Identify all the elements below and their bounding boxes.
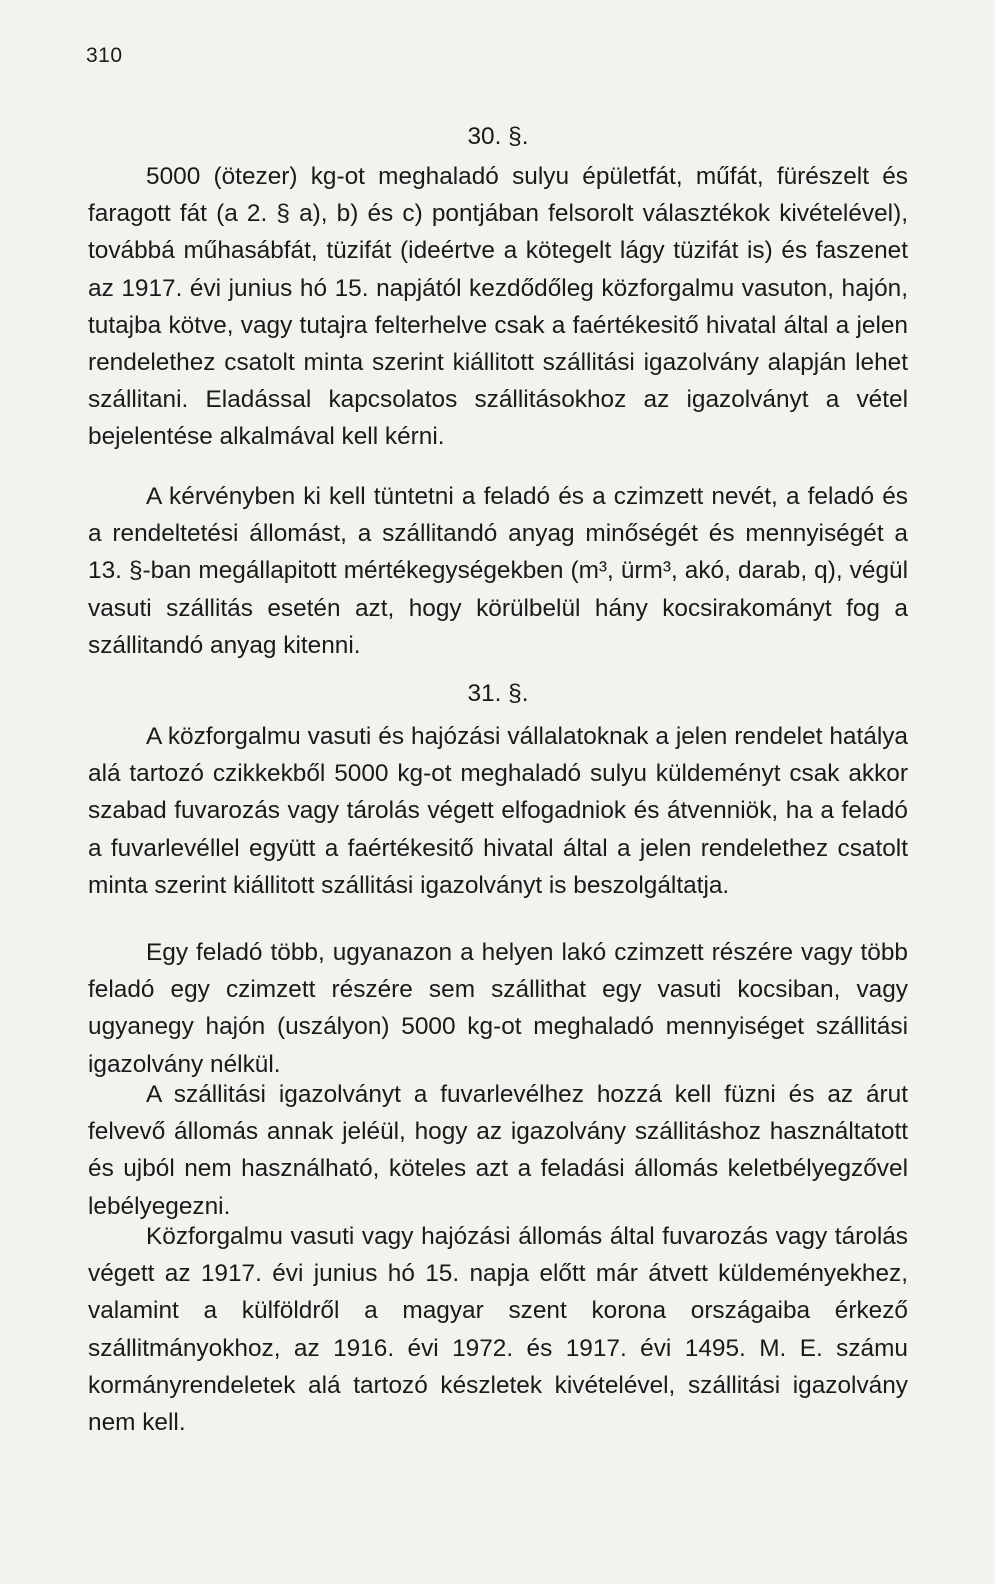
section-31-heading: 31. §.	[467, 680, 529, 707]
section-31-paragraph-3: A szállitási igazolványt a fuvarlevélhez hozzá kell füzni és az árut felvevő állomás annak jeléül, hogy az igazolvány szállitáshoz használtatott és ujból nem használható, köteles azt a feladási állomás keletbélyegzővel lebélyegezni.	[88, 1081, 908, 1220]
section-31-paragraph-4: Közforgalmu vasuti vagy hajózási állomás által fuvarozás vagy tárolás végett az 1917. évi junius hó 15. napja előtt már átvett küldeményekhez, valamint a külföldről a magyar szent korona országaiba érkező szállitmányokhoz, az 1916. évi 1972. és 1917. évi 1495. M. E. számu kormányrendeletek alá tartozó készletek kivételével, szállitási igazolvány nem kell.	[88, 1223, 908, 1437]
section-30-paragraph-1: 5000 (ötezer) kg-ot meghaladó sulyu épületfát, műfát, fürészelt és faragott fát (a 2. § a), b) és c) pontjában felsorolt választékok kivételével), továbbá műhasábfát, tüzifát (ideértve a kötegelt lágy tüzifát is) és faszenet az 1917. évi junius hó 15. napjától kezdődőleg közforgalmu vasuton, hajón, tutajba kötve, vagy tutajra felterhelve csak a faértékesitő hivatal által a jelen rendelethez csatolt minta szerint kiállitott szállitási igazolvány alapján lehet szállitani. Eladással kapcsolatos szállitásokhoz az igazolványt a vétel bejelentése alkalmával kell kérni.	[88, 163, 908, 451]
section-31-paragraph-1: A közforgalmu vasuti és hajózási vállalatoknak a jelen rendelet hatálya alá tartozó czikkekből 5000 kg-ot meghaladó sulyu küldeményt csak akkor szabad fuvarozás vagy tárolás végett elfogadniok és átvenniök, ha a feladó a fuvarlevéllel együtt a faértékesitő hivatal által a jelen rendelethez csatolt minta szerint kiállitott szállitási igazolványt is beszolgáltatja.	[88, 723, 908, 899]
section-30-heading: 30. §.	[467, 123, 529, 150]
page-number: 310	[86, 44, 123, 67]
section-30-paragraph-2: A kérvényben ki kell tüntetni a feladó és a czimzett nevét, a feladó és a rendeltetési állomást, a szállitandó anyag minőségét és mennyiségét a 13. §-ban megállapitott mértékegységekben (m³, ürm³, akó, darab, q), végül vasuti szállitás esetén azt, hogy körülbelül hány kocsirakományt fog a szállitandó anyag kitenni.	[88, 483, 908, 659]
section-31-paragraph-2: Egy feladó több, ugyanazon a helyen lakó czimzett részére vagy több feladó egy czimzett részére sem szállithat egy vasuti kocsiban, vagy ugyanegy hajón (uszályon) 5000 kg-ot meghaladó mennyiséget szállitási igazolvány nélkül.	[88, 939, 908, 1078]
